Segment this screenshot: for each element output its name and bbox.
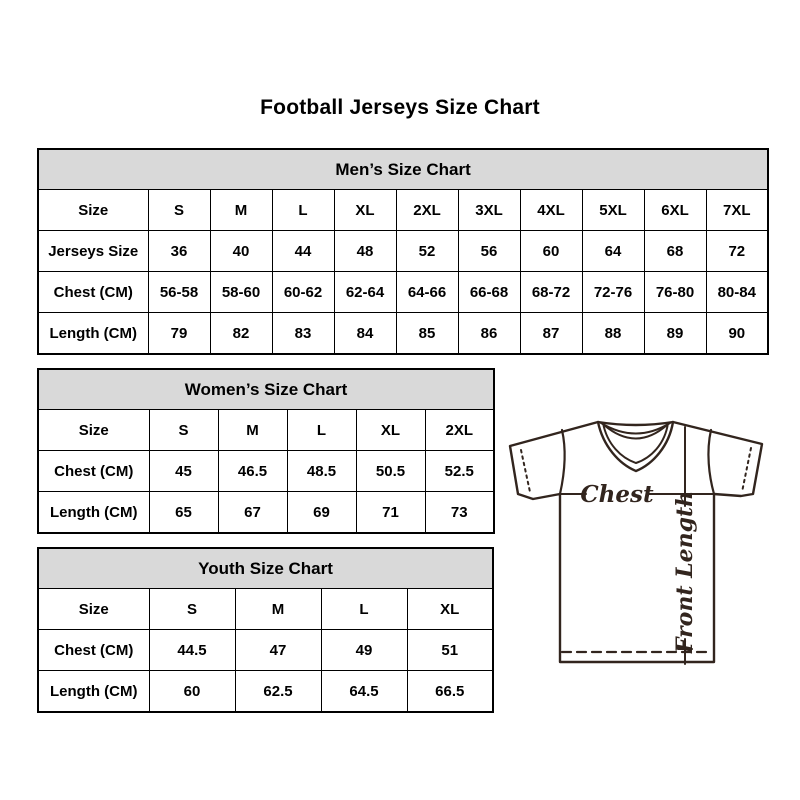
value-cell: 5XL (582, 190, 644, 231)
value-cell: L (321, 589, 407, 630)
left-armhole-seam (560, 430, 565, 494)
mens-size-table (37, 148, 769, 355)
value-cell: 73 (425, 492, 494, 534)
value-cell: 2XL (396, 190, 458, 231)
right-cuff-stitch-line (742, 448, 751, 492)
table-title-row (38, 149, 768, 190)
value-cell: 48 (334, 231, 396, 272)
value-cell: 71 (356, 492, 425, 534)
value-cell: L (287, 410, 356, 451)
value-cell: 50.5 (356, 451, 425, 492)
value-cell: 44.5 (149, 630, 235, 671)
value-cell: 64 (582, 231, 644, 272)
table-row (38, 231, 768, 272)
page-title: Football Jerseys Size Chart (260, 96, 540, 119)
womens-size-table (37, 368, 495, 534)
table-title: Men’s Size Chart (38, 149, 768, 190)
value-cell: 83 (272, 313, 334, 355)
table-row (38, 589, 493, 630)
value-cell: 52 (396, 231, 458, 272)
left-cuff-stitch-line (521, 450, 530, 492)
row-label-cell: Chest (CM) (38, 272, 148, 313)
value-cell: S (148, 190, 210, 231)
collar-arc-inner (604, 425, 667, 439)
value-cell: 72-76 (582, 272, 644, 313)
table-title-row (38, 548, 493, 589)
value-cell: 40 (210, 231, 272, 272)
value-cell: 79 (148, 313, 210, 355)
table-row (38, 410, 494, 451)
value-cell: M (210, 190, 272, 231)
value-cell: 82 (210, 313, 272, 355)
table-title: Youth Size Chart (38, 548, 493, 589)
value-cell: 69 (287, 492, 356, 534)
row-label-cell: Length (CM) (38, 492, 149, 534)
value-cell: 68 (644, 231, 706, 272)
value-cell: 45 (149, 451, 218, 492)
value-cell: 62.5 (235, 671, 321, 713)
table-row (38, 313, 768, 355)
value-cell: 56 (458, 231, 520, 272)
right-armhole-seam (708, 430, 714, 494)
value-cell: L (272, 190, 334, 231)
row-label-cell: Jerseys Size (38, 231, 148, 272)
value-cell: M (218, 410, 287, 451)
row-label-cell: Size (38, 190, 148, 231)
value-cell: 72 (706, 231, 768, 272)
value-cell: 87 (520, 313, 582, 355)
value-cell: 62-64 (334, 272, 396, 313)
value-cell: 84 (334, 313, 396, 355)
row-label-cell: Chest (CM) (38, 451, 149, 492)
value-cell: XL (356, 410, 425, 451)
value-cell: 46.5 (218, 451, 287, 492)
value-cell: 66.5 (407, 671, 493, 713)
value-cell: XL (407, 589, 493, 630)
row-label-cell: Size (38, 410, 149, 451)
value-cell: 64-66 (396, 272, 458, 313)
table-row (38, 492, 494, 534)
value-cell: 52.5 (425, 451, 494, 492)
value-cell: 7XL (706, 190, 768, 231)
value-cell: 2XL (425, 410, 494, 451)
value-cell: 67 (218, 492, 287, 534)
value-cell: 3XL (458, 190, 520, 231)
value-cell: S (149, 589, 235, 630)
value-cell: 6XL (644, 190, 706, 231)
value-cell: S (149, 410, 218, 451)
value-cell: 36 (148, 231, 210, 272)
value-cell: 68-72 (520, 272, 582, 313)
value-cell: 48.5 (287, 451, 356, 492)
value-cell: 66-68 (458, 272, 520, 313)
value-cell: 4XL (520, 190, 582, 231)
value-cell: 65 (149, 492, 218, 534)
value-cell: 85 (396, 313, 458, 355)
value-cell: 64.5 (321, 671, 407, 713)
row-label-cell: Length (CM) (38, 671, 149, 713)
table-row (38, 671, 493, 713)
table-row (38, 451, 494, 492)
value-cell: M (235, 589, 321, 630)
table-row (38, 190, 768, 231)
value-cell: 88 (582, 313, 644, 355)
table-row (38, 630, 493, 671)
value-cell: 60 (520, 231, 582, 272)
row-label-cell: Size (38, 589, 149, 630)
table-title-row (38, 369, 494, 410)
value-cell: 44 (272, 231, 334, 272)
table-row (38, 272, 768, 313)
front-length-measure-label: Front Length (672, 490, 698, 654)
value-cell: 76-80 (644, 272, 706, 313)
value-cell: 47 (235, 630, 321, 671)
table-title: Women’s Size Chart (38, 369, 494, 410)
value-cell: 90 (706, 313, 768, 355)
value-cell: XL (334, 190, 396, 231)
row-label-cell: Chest (CM) (38, 630, 149, 671)
value-cell: 60-62 (272, 272, 334, 313)
value-cell: 80-84 (706, 272, 768, 313)
value-cell: 56-58 (148, 272, 210, 313)
value-cell: 89 (644, 313, 706, 355)
youth-size-table (37, 547, 494, 713)
value-cell: 49 (321, 630, 407, 671)
row-label-cell: Length (CM) (38, 313, 148, 355)
jersey-outline (510, 422, 762, 662)
chest-measure-label: Chest (580, 481, 654, 508)
value-cell: 58-60 (210, 272, 272, 313)
value-cell: 60 (149, 671, 235, 713)
value-cell: 51 (407, 630, 493, 671)
value-cell: 86 (458, 313, 520, 355)
jersey-measurement-diagram (505, 414, 767, 666)
